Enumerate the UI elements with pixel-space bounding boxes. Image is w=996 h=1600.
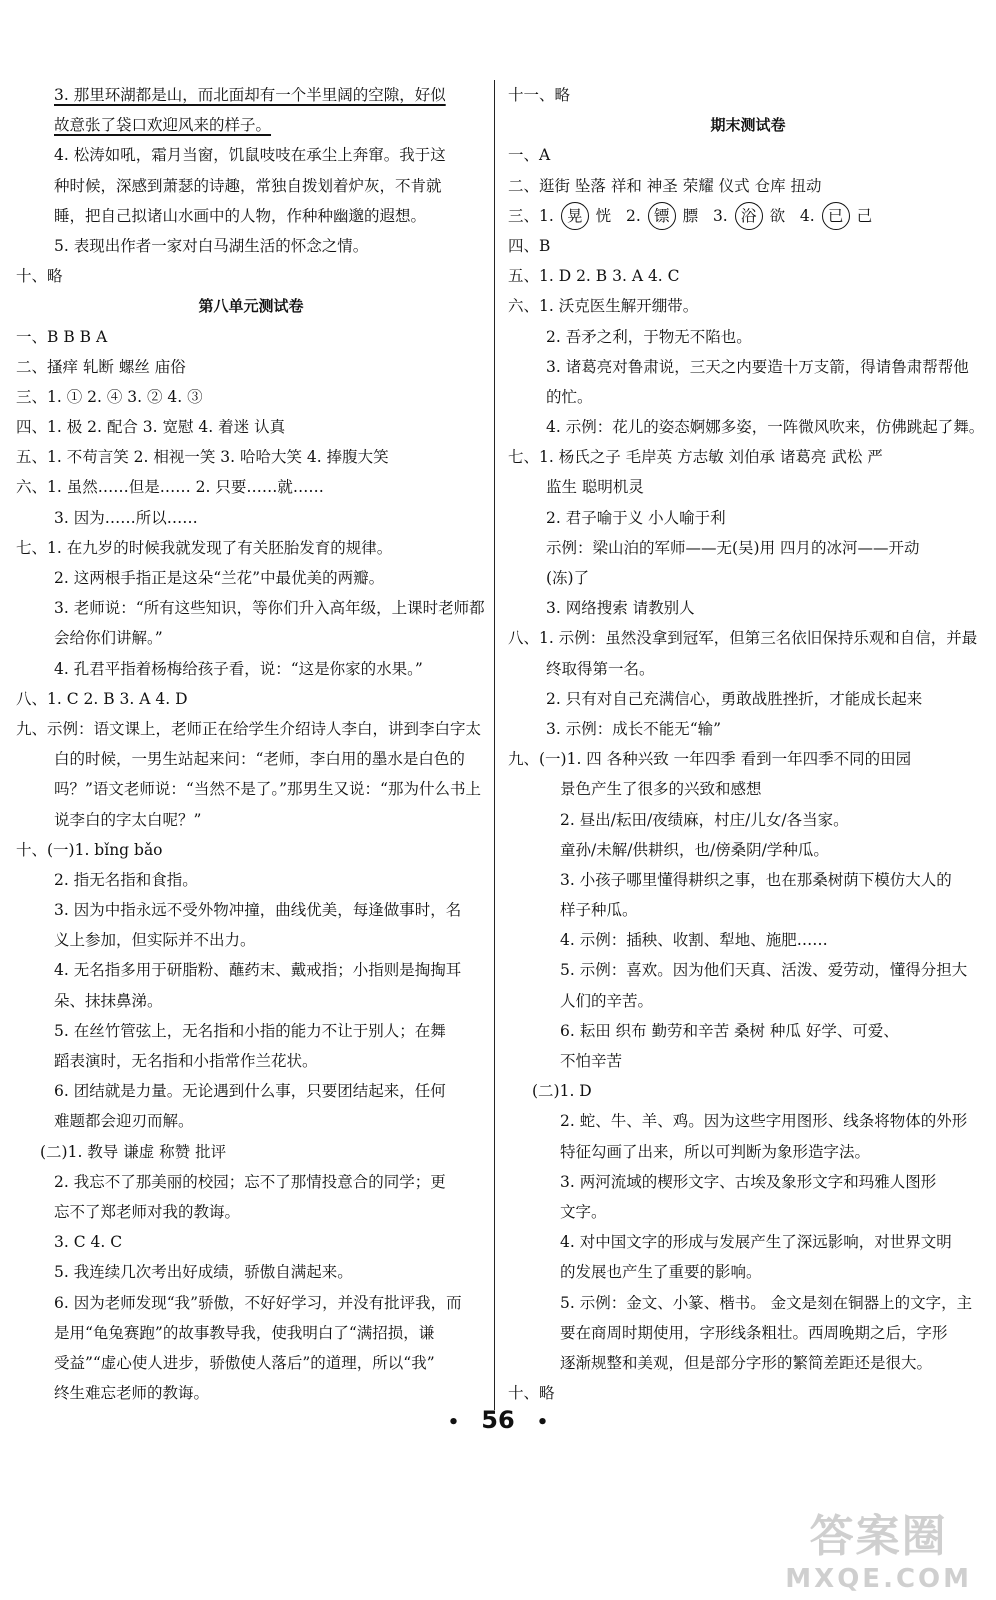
answer-line: 一、A (508, 146, 551, 165)
page-number: • 56 • (447, 1406, 549, 1434)
answer-line: 难题都会迎刃而解。 (54, 1112, 194, 1131)
answer-line: 3. 网络搜索 请教别人 (546, 599, 695, 618)
section-title: 第八单元测试卷 (198, 297, 304, 316)
answer-line: (二)1. D (532, 1082, 592, 1101)
san-prefix: 三、1. (508, 206, 554, 225)
answer-line: 监生 聪明机灵 (546, 478, 644, 497)
column-divider (494, 80, 495, 1410)
answer-line: 故意张了袋口欢迎风来的样子。 (54, 116, 272, 135)
answer-line: 朵、抹抹鼻涕。 (54, 991, 163, 1010)
answer-line: 3. C 4. C (54, 1233, 123, 1252)
answer-line: 十、略 (508, 1384, 555, 1403)
answer-line: 二、逛街 坠落 祥和 神圣 荣耀 仪式 仓库 扭动 (508, 176, 822, 195)
answer-line: 受益”“虚心使人进步，骄傲使人落后”的道理，所以“我” (54, 1353, 435, 1372)
answer-line: 3. 诸葛亮对鲁肃说，三天之内要造十万支箭，得请鲁肃帮帮他 (546, 357, 969, 376)
answer-line: 3. 因为……所以…… (54, 508, 198, 527)
answer-line: 十、略 (16, 267, 63, 286)
answer-line: 2. 昼出/耘田/夜绩麻，村庄/儿女/各当家。 (560, 810, 849, 829)
answer-line: 示例：梁山泊的军师——无(吴)用 四月的冰河——开动 (546, 538, 920, 557)
circled-char: 浴 (735, 202, 763, 230)
answer-line: 人们的辛苦。 (560, 991, 654, 1010)
answer-line: 5. 示例：喜欢。因为他们天真、活泼、爱劳动，懂得分担大 (560, 961, 968, 980)
right-column (508, 80, 988, 1408)
san-num: 4. (799, 206, 815, 225)
answer-line: 终生难忘老师的教诲。 (54, 1384, 210, 1403)
answer-line: 忘不了郑老师对我的教诲。 (54, 1202, 241, 1221)
answer-line: 七、1. 杨氏之子 毛岸英 方志敏 刘伯承 诸葛亮 武松 严 (508, 448, 883, 467)
answer-line: 终取得第一名。 (546, 659, 655, 678)
answer-line: 6. 团结就是力量。无论遇到什么事，只要团结起来，任何 (54, 1082, 446, 1101)
answer-line: 五、1. D 2. B 3. A 4. C (508, 267, 680, 286)
answer-line: 四、1. 极 2. 配合 3. 宽慰 4. 着迷 认真 (16, 418, 286, 437)
answer-line: 2. 我忘不了那美丽的校园；忘不了那情投意合的同学；更 (54, 1172, 446, 1191)
page-number-text: 56 (481, 1406, 515, 1434)
answer-line: 2. 指无名指和食指。 (54, 870, 198, 889)
watermark-url: MXQE.COM (785, 1564, 972, 1594)
answer-line: 的忙。 (546, 387, 593, 406)
answer-line: 六、1. 虽然……但是…… 2. 只要……就…… (16, 478, 324, 497)
watermark (785, 1500, 972, 1594)
answer-line: 2. 只有对自己充满信心，勇敢战胜挫折，才能成长起来 (546, 689, 923, 708)
answer-line: 样子种瓜。 (560, 901, 638, 920)
answer-line: 2. 吾矛之利，于物无不陷也。 (546, 327, 752, 346)
answer-line: 是用“龟兔赛跑”的故事教导我，使我明白了“满招损，谦 (54, 1323, 435, 1342)
answer-line: 逐渐规整和美观，但是部分字形的繁简差距还是很大。 (560, 1353, 933, 1372)
answer-line: 一、B B B A (16, 327, 108, 346)
answer-line: 4. 示例：花儿的姿态婀娜多姿，一阵微风吹来，仿佛跳起了舞。 (546, 418, 985, 437)
answer-line: 说李白的字太白呢？” (54, 810, 202, 829)
answer-line: 特征勾画了出来，所以可判断为象形造字法。 (560, 1142, 871, 1161)
answer-line: 八、1. 示例：虽然没拿到冠军，但第三名依旧保持乐观和自信，并最 (508, 629, 978, 648)
answer-line: 九、(一)1. 四 各种兴致 一年四季 看到一年四季不同的田园 (508, 750, 912, 769)
answer-line: 5. 表现出作者一家对白马湖生活的怀念之情。 (54, 236, 369, 255)
plain-char: 己 (856, 206, 873, 225)
answer-line: 九、示例：语文课上，老师正在给学生介绍诗人李白，讲到李白字太 (16, 719, 482, 738)
answer-line: 景色产生了很多的兴致和感想 (560, 780, 762, 799)
answer-line: 2. 这两根手指正是这朵“兰花”中最优美的两瓣。 (54, 569, 385, 587)
answer-line: 十一、略 (508, 86, 571, 104)
answer-line: 5. 在丝竹管弦上，无名指和小指的能力不让于别人；在舞 (54, 1021, 446, 1040)
answer-line: 4. 对中国文字的形成与发展产生了深远影响，对世界文明 (560, 1233, 952, 1252)
answer-line: 6. 因为老师发现“我”骄傲，不好好学习，并没有批评我，而 (54, 1293, 462, 1312)
answer-line: 种时候，深感到萧瑟的诗趣，常独自拨划着炉灰，不肯就 (54, 176, 442, 195)
answer-line: 义上参加，但实际并不出力。 (54, 931, 256, 950)
answer-line: 白的时候，一男生站起来问：“老师，李白用的墨水是白色的 (54, 750, 465, 769)
answer-line: 文字。 (560, 1202, 607, 1221)
plain-char: 恍 (595, 206, 612, 225)
answer-line: 3. 那里环湖都是山，而北面却有一个半里阔的空隙，好似 (54, 86, 446, 104)
answer-line: 2. 蛇、牛、羊、鸡。因为这些字用图形、线条将物体的外形 (560, 1112, 968, 1131)
san-num: 2. (625, 206, 641, 225)
answer-line: 3. 示例：成长不能无“输” (546, 719, 722, 738)
answer-line: 吗？”语文老师说：“当然不是了。”那男生又说：“那为什么书上 (54, 780, 481, 799)
answer-line: 会给你们讲解。” (54, 629, 163, 648)
answer-line: 七、1. 在九岁的时候我就发现了有关胚胎发育的规律。 (16, 538, 393, 557)
answer-line: 6. 耘田 织布 勤劳和辛苦 桑树 种瓜 好学、可爱、 (560, 1021, 899, 1040)
answer-line: 5. 我连续几次考出好成绩，骄傲自满起来。 (54, 1263, 353, 1282)
answer-line-san (508, 201, 988, 231)
answer-line: 3. 因为中指永远不受外物冲撞，曲线优美，每逢做事时，名 (54, 901, 462, 920)
answer-line: 二、搔痒 轧断 螺丝 庙俗 (16, 357, 186, 376)
answer-line: 3. 小孩子哪里懂得耕织之事，也在那桑树荫下模仿大人的 (560, 870, 952, 889)
answer-line: 六、1. 沃克医生解开绷带。 (508, 297, 699, 316)
left-column (16, 80, 486, 1408)
section-title: 期末测试卷 (710, 116, 786, 135)
answer-line: 4. 松涛如吼，霜月当窗，饥鼠吱吱在承尘上奔窜。我于这 (54, 146, 446, 165)
answer-line: 不怕辛苦 (560, 1052, 623, 1070)
answer-line: 五、1. 不苟言笑 2. 相视一笑 3. 哈哈大笑 4. 捧腹大笑 (16, 448, 389, 467)
answer-line: 要在商周时期使用，字形线条粗壮。西周晚期之后，字形 (560, 1323, 948, 1342)
answer-line: (二)1. 教导 谦虚 称赞 批评 (40, 1142, 227, 1161)
plain-char: 欲 (769, 206, 786, 225)
answer-line: 的发展也产生了重要的影响。 (560, 1263, 762, 1282)
watermark-logo-text: 答案圈 (809, 1511, 948, 1562)
answer-line: 4. 示例：插秧、收割、犁地、施肥…… (560, 931, 828, 950)
answer-line: 八、1. C 2. B 3. A 4. D (16, 689, 188, 708)
answer-line: 睡，把自己拟诸山水画中的人物，作种种幽邈的遐想。 (54, 206, 427, 225)
answer-line: 2. 君子喻于义 小人喻于利 (546, 508, 726, 527)
circled-char: 晃 (561, 202, 589, 230)
answer-line: 四、B (508, 236, 551, 255)
answer-line: (冻)了 (546, 569, 590, 587)
answer-line: 十、(一)1. bǐng bǎo (16, 840, 163, 859)
answer-line: 4. 孔君平指着杨梅给孩子看，说：“这是你家的水果。” (54, 659, 423, 678)
san-num: 3. (712, 206, 728, 225)
answer-line: 三、1. ① 2. ④ 3. ② 4. ③ (16, 387, 203, 406)
circled-char: 已 (822, 202, 850, 230)
answer-line: 童孙/未解/供耕织，也/傍桑阴/学种瓜。 (560, 840, 829, 859)
answer-line: 5. 示例：金文、小篆、楷书。 金文是刻在铜器上的文字，主 (560, 1293, 973, 1312)
answer-line: 4. 无名指多用于研脂粉、蘸药末、戴戒指；小指则是掏掏耳 (54, 961, 462, 980)
answer-line: 3. 老师说：“所有这些知识，等你们升入高年级，上课时老师都 (54, 599, 485, 618)
circled-char: 镖 (648, 202, 676, 230)
answer-line: 蹈表演时，无名指和小指常作兰花状。 (54, 1052, 318, 1070)
answer-line: 3. 两河流域的楔形文字、古埃及象形文字和玛雅人图形 (560, 1172, 937, 1191)
plain-char: 膘 (682, 206, 699, 225)
